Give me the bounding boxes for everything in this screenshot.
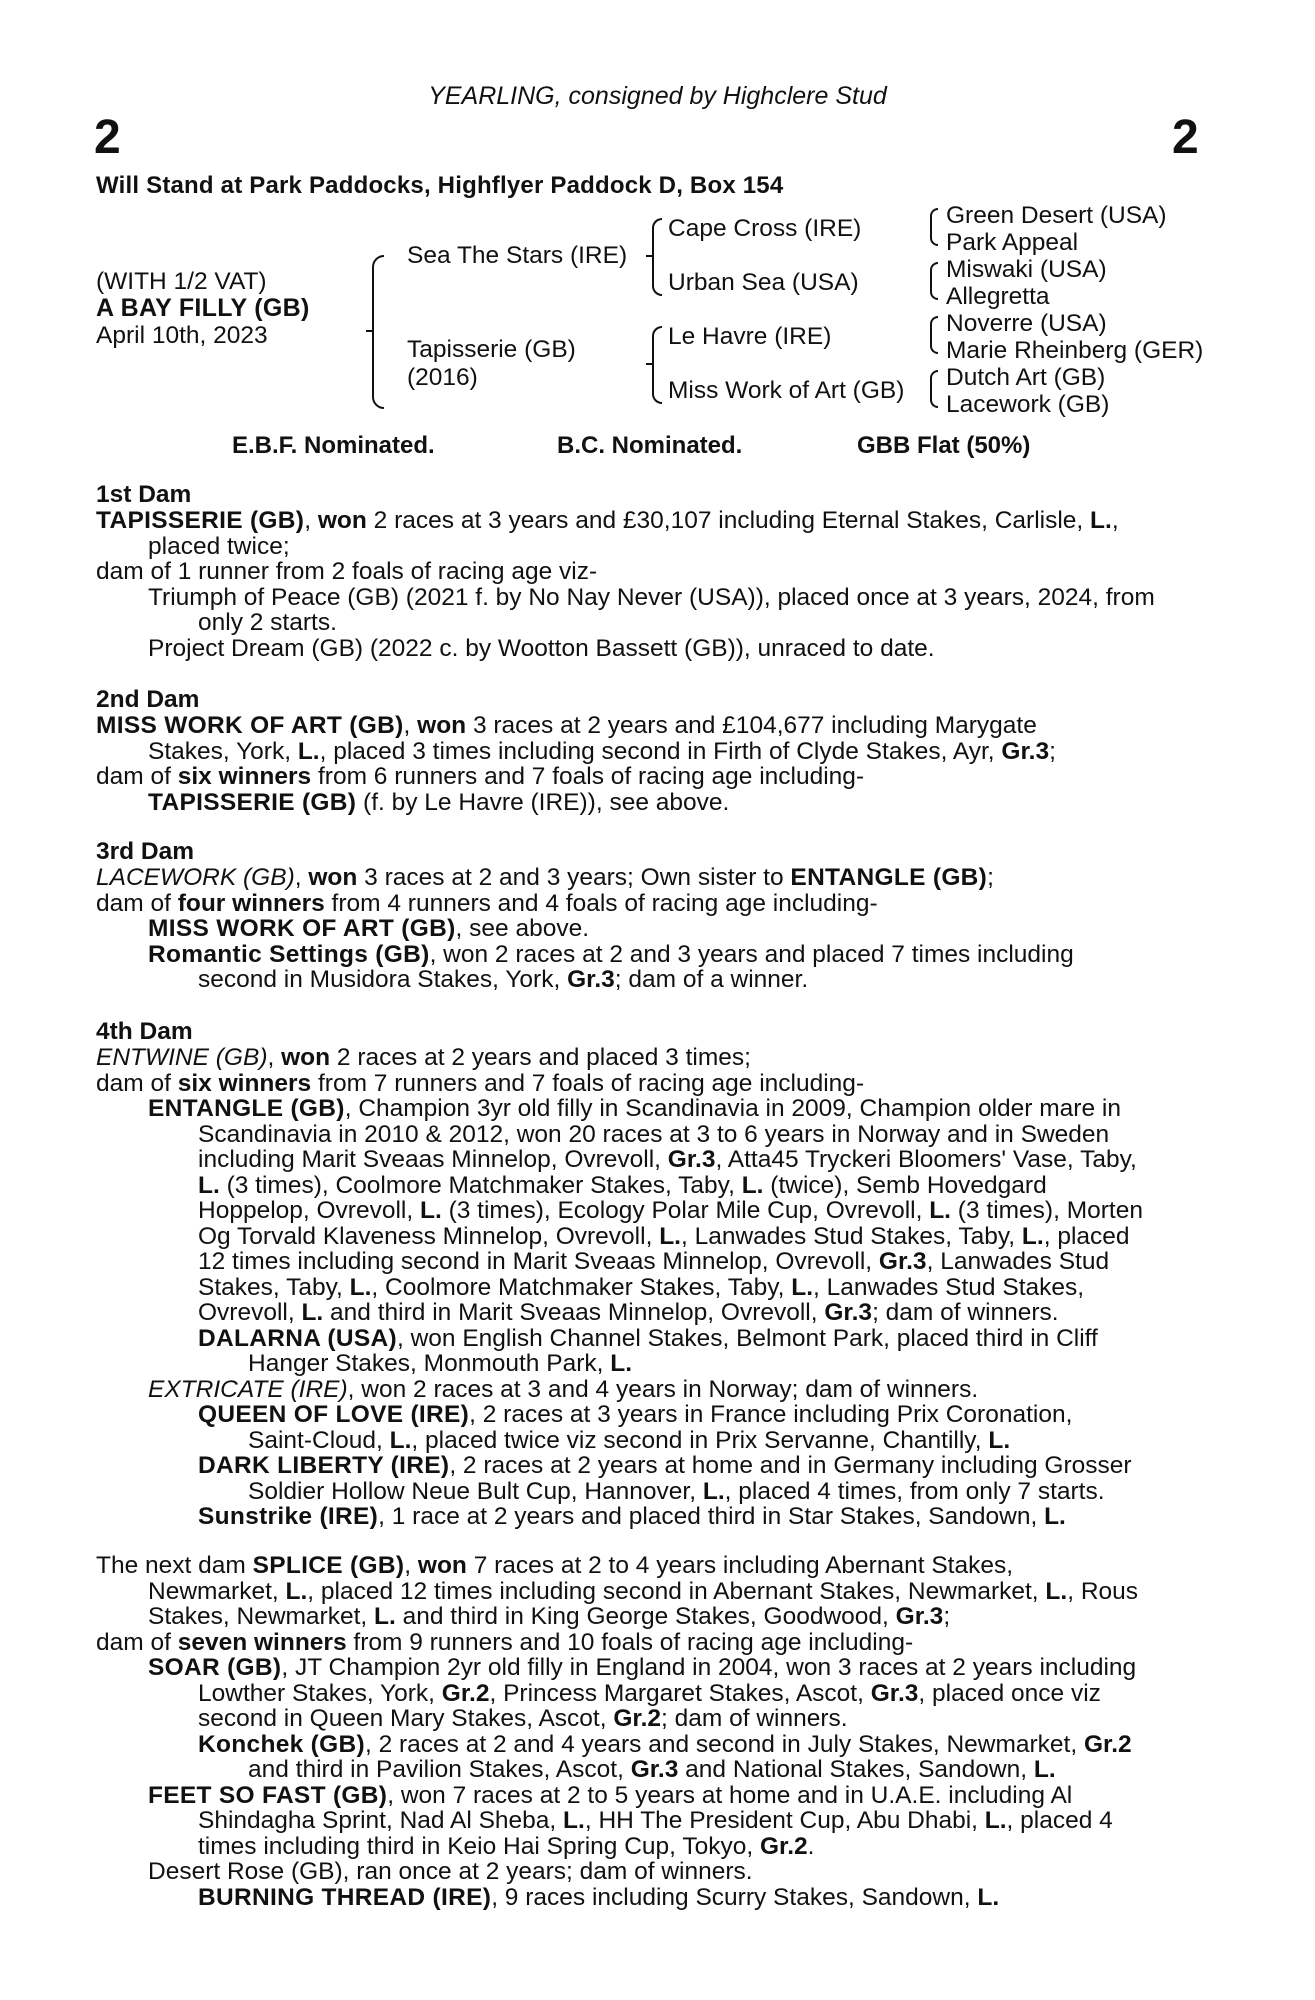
third-dam-section — [96, 838, 1200, 993]
produce-line: ENTANGLE (GB), Champion 3yr old filly in Scandinavia in 2009, Champion older mare in — [148, 1095, 1121, 1122]
produce-line: Hanger Stakes, Monmouth Park, L. — [248, 1350, 633, 1377]
text-line: LACEWORK (GB), won 3 races at 2 and 3 years; Own sister to ENTANGLE (GB); — [96, 864, 994, 891]
produce-line: EXTRICATE (IRE), won 2 races at 3 and 4 years in Norway; dam of winners. — [148, 1375, 979, 1403]
section-heading: 2nd Dam — [96, 686, 200, 713]
pedigree-brace-sire-tip — [646, 255, 654, 257]
consignment-header: YEARLING, consigned by Highclere Stud — [428, 82, 887, 110]
pedigree-gg7: Dutch Art (GB) — [946, 364, 1106, 391]
pedigree-gg5: Noverre (USA) — [946, 310, 1107, 337]
produce-line: Konchek (GB), 2 races at 2 and 4 years and second in July Stakes, Newmarket, Gr.2 — [198, 1730, 1132, 1758]
text-line: The next dam SPLICE (GB), won 7 races at 2 to 4 years including Abernant Stakes, — [96, 1552, 1014, 1579]
produce-line: times including third in Keio Hai Spring Cup, Tokyo, Gr.2. — [198, 1832, 815, 1860]
first-dam-section — [96, 481, 1200, 661]
produce-line: only 2 starts. — [198, 609, 337, 636]
pedigree-dam-dam: Miss Work of Art (GB) — [668, 377, 905, 404]
text-line: dam of four winners from 4 runners and 4 foals of racing age including- — [96, 889, 878, 917]
text-line: TAPISSERIE (GB), won 2 races at 3 years and £30,107 including Eternal Stakes, Carlisle, L., — [96, 507, 1119, 534]
produce-line: Lowther Stakes, York, Gr.2, Princess Margaret Stakes, Ascot, Gr.3, placed once viz — [198, 1679, 1101, 1707]
pedigree-brace-sire — [652, 218, 662, 296]
produce-line: Soldier Hollow Neue Bult Cup, Hannover, L., placed 4 times, from only 7 starts. — [248, 1477, 1105, 1505]
gbb-flat: GBB Flat (50%) — [857, 432, 1031, 459]
pedigree-dam-sire: Le Havre (IRE) — [668, 323, 832, 350]
lot-number-right: 2 — [1172, 111, 1199, 164]
produce-line: DALARNA (USA), won English Channel Stakes, Belmont Park, placed third in Cliff — [198, 1324, 1098, 1352]
text-line: dam of six winners from 7 runners and 7 foals of racing age including- — [96, 1069, 865, 1097]
pedigree-brace-g1 — [930, 208, 938, 246]
text-line: placed twice; — [148, 532, 290, 560]
pedigree-sire-sire: Cape Cross (IRE) — [668, 215, 862, 242]
produce-line: Scandinavia in 2010 & 2012, won 20 races at 3 to 6 years in Norway and in Sweden — [198, 1120, 1110, 1148]
second-dam-section — [96, 686, 1200, 815]
produce-line: Romantic Settings (GB), won 2 races at 2 and 3 years and placed 7 times including — [148, 940, 1074, 968]
pedigree-brace-main-tip — [366, 330, 374, 332]
produce-line: BURNING THREAD (IRE), 9 races including Scurry Stakes, Sandown, L. — [198, 1883, 1000, 1911]
produce-line: QUEEN OF LOVE (IRE), 2 races at 3 years in France including Prix Coronation, — [198, 1401, 1073, 1428]
vat-note: (WITH 1/2 VAT) — [96, 268, 267, 295]
produce-line: second in Musidora Stakes, York, Gr.3; dam of a winner. — [198, 966, 809, 993]
pedigree-brace-g4 — [930, 370, 938, 408]
pedigree-dam-year: (2016) — [407, 364, 478, 391]
pedigree-gg4: Allegretta — [946, 283, 1050, 310]
produce-line: Sunstrike (IRE), 1 race at 2 years and placed third in Star Stakes, Sandown, L. — [198, 1503, 1066, 1530]
produce-line: Saint-Cloud, L., placed twice viz second in Prix Servanne, Chantilly, L. — [248, 1426, 1011, 1454]
horse-name: A BAY FILLY (GB) — [96, 294, 310, 322]
produce-line: Og Torvald Klaveness Minnelop, Ovrevoll, L., Lanwades Stud Stakes, Taby, L., placed — [198, 1222, 1130, 1250]
next-dam-section — [96, 1553, 1200, 1910]
produce-line: MISS WORK OF ART (GB), see above. — [148, 915, 590, 942]
text-line: Stakes, Newmarket, L. and third in King George Stakes, Goodwood, Gr.3; — [148, 1603, 951, 1630]
pedigree-brace-g3 — [930, 316, 938, 354]
produce-line: TAPISSERIE (GB) (f. by Le Havre (IRE)), see above. — [148, 788, 730, 816]
stand-location: Will Stand at Park Paddocks, Highflyer Paddock D, Box 154 — [96, 172, 784, 199]
pedigree-gg8: Lacework (GB) — [946, 391, 1110, 418]
pedigree-brace-dam-tip — [646, 363, 654, 365]
text-line: Newmarket, L., placed 12 times including second in Abernant Stakes, Newmarket, L., Rous — [148, 1577, 1139, 1605]
pedigree-gg1: Green Desert (USA) — [946, 202, 1167, 229]
produce-line: Shindagha Sprint, Nad Al Sheba, L., HH The President Cup, Abu Dhabi, L., placed 4 — [198, 1807, 1113, 1834]
produce-line: L. (3 times), Coolmore Matchmaker Stakes, Taby, L. (twice), Semb Hovedgard — [198, 1171, 1047, 1199]
pedigree-brace-g2 — [930, 262, 938, 300]
produce-line: second in Queen Mary Stakes, Ascot, Gr.2; dam of winners. — [198, 1705, 848, 1732]
produce-line: 12 times including second in Marit Sveaas Minnelop, Ovrevoll, Gr.3, Lanwades Stud — [198, 1248, 1110, 1275]
section-heading: 4th Dam — [96, 1018, 193, 1045]
produce-line: Desert Rose (GB), ran once at 2 years; dam of winners. — [148, 1858, 753, 1885]
pedigree-gg3: Miswaki (USA) — [946, 256, 1107, 283]
produce-line: FEET SO FAST (GB), won 7 races at 2 to 5 years at home and in U.A.E. including Al — [148, 1781, 1073, 1809]
produce-line: Stakes, Taby, L., Coolmore Matchmaker Stakes, Taby, L., Lanwades Stud Stakes, — [198, 1273, 1085, 1301]
produce-line: Project Dream (GB) (2022 c. by Wootton Bassett (GB)), unraced to date. — [148, 634, 935, 662]
text-line: Stakes, York, L., placed 3 times including second in Firth of Clyde Stakes, Ayr, Gr.3; — [148, 737, 1056, 765]
pedigree-gg6: Marie Rheinberg (GER) — [946, 337, 1204, 364]
pedigree-dam: Tapisserie (GB) — [407, 336, 576, 363]
bc-nomination: B.C. Nominated. — [557, 432, 743, 459]
produce-line: Triumph of Peace (GB) (2021 f. by No Nay Never (USA)), placed once at 3 years, 2024, from — [148, 583, 1155, 611]
pedigree-brace-main — [372, 255, 384, 409]
pedigree-gg2: Park Appeal — [946, 229, 1079, 256]
pedigree-sire: Sea The Stars (IRE) — [407, 242, 628, 269]
section-heading: 3rd Dam — [96, 838, 195, 865]
lot-number-left: 2 — [94, 111, 121, 164]
produce-line: SOAR (GB), JT Champion 2yr old filly in England in 2004, won 3 races at 2 years including — [148, 1654, 1137, 1681]
foaling-date: April 10th, 2023 — [96, 322, 268, 349]
produce-line: and third in Pavilion Stakes, Ascot, Gr.3 and National Stakes, Sandown, L. — [248, 1756, 1056, 1783]
text-line: dam of six winners from 6 runners and 7 foals of racing age including- — [96, 763, 865, 790]
produce-line: DARK LIBERTY (IRE), 2 races at 2 years at home and in Germany including Grosser — [198, 1452, 1132, 1479]
text-line: ENTWINE (GB), won 2 races at 2 years and placed 3 times; — [96, 1044, 751, 1071]
fourth-dam-section — [96, 1018, 1200, 1530]
pedigree-sire-dam: Urban Sea (USA) — [668, 269, 859, 296]
produce-line: Hoppelop, Ovrevoll, L. (3 times), Ecology Polar Mile Cup, Ovrevoll, L. (3 times), Morten — [198, 1197, 1143, 1224]
section-heading: 1st Dam — [96, 481, 192, 508]
pedigree-brace-dam — [652, 326, 662, 404]
text-line: dam of 1 runner from 2 foals of racing age viz- — [96, 558, 598, 585]
text-line: dam of seven winners from 9 runners and 10 foals of racing age including- — [96, 1628, 914, 1656]
text-line: MISS WORK OF ART (GB), won 3 races at 2 years and £104,677 including Marygate — [96, 712, 1037, 739]
produce-line: including Marit Sveaas Minnelop, Ovrevoll, Gr.3, Atta45 Tryckeri Bloomers' Vase, Taby, — [198, 1146, 1137, 1173]
ebf-nomination: E.B.F. Nominated. — [232, 432, 435, 459]
produce-line: Ovrevoll, L. and third in Marit Sveaas Minnelop, Ovrevoll, Gr.3; dam of winners. — [198, 1299, 1059, 1326]
